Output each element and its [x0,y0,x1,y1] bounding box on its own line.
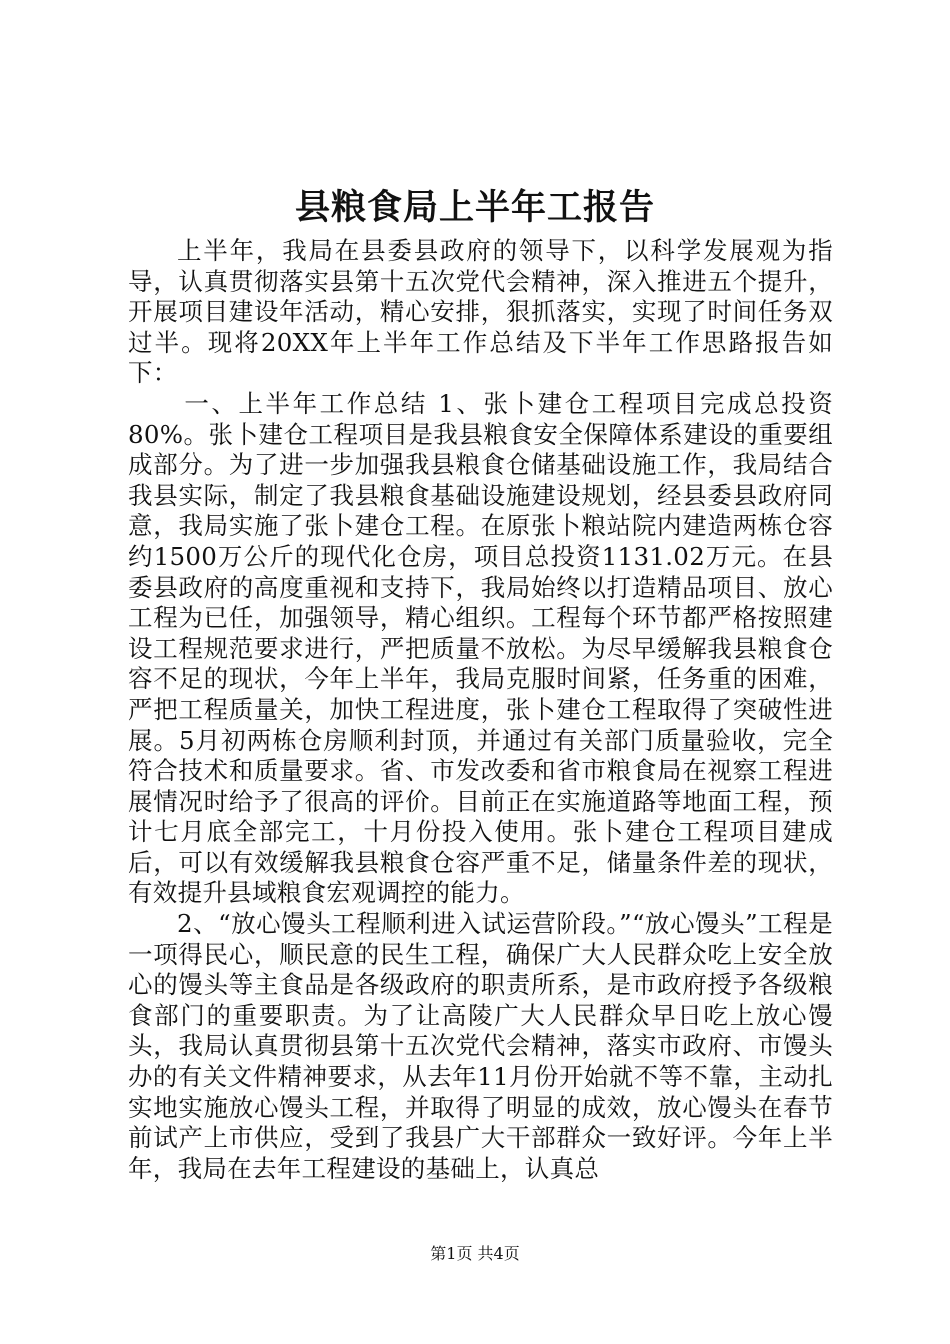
paragraph-intro: 上半年，我局在县委县政府的领导下，以科学发展观为指导，认真贯彻落实县第十五次党代会精神，深入推进五个提升，开展项目建设年活动，精心安排，狠抓落实，实现了时间任务双过半。现将20XX年上半年工作总结及下半年工作思路报告如下： [128,236,833,388]
document-title: 县粮食局上半年工报告 [294,187,655,228]
page-number: 第1页 共4页 [430,1244,520,1263]
document-body [128,236,833,1184]
paragraph-section-two: 2、“放心馒头工程顺利进入试运营阶段。”“放心馒头”工程是一项得民心，顺民意的民生工程，确保广大人民群众吃上安全放心的馒头等主食品是各级政府的职责所系，是市政府授予各级粮食部门的重要职责。为了让高陵广大人民群众早日吃上放心馒头，我局认真贯彻县第十五次党代会精神，落实市政府、市馒头办的有关文件精神要求，从去年11月份开始就不等不靠，主动扎实地实施放心馒头工程，并取得了明显的成效，放心馒头在春节前试产上市供应，受到了我县广大干部群众一致好评。今年上半年，我局在去年工程建设的基础上，认真总 [128,909,833,1183]
paragraph-section-one: 一、上半年工作总结 1、张卜建仓工程项目完成总投资80%。张卜建仓工程项目是我县粮食安全保障体系建设的重要组成部分。为了进一步加强我县粮食仓储基础设施工作，我局结合我县实际，制定了我县粮食基础设施建设规划，经县委县政府同意，我局实施了张卜建仓工程。在原张卜粮站院内建造两栋仓容约1500万公斤的现代化仓房，项目总投资1131.02万元。在县委县政府的高度重视和支持下，我局始终以打造精品项目、放心工程为已任，加强领导，精心组织。工程每个环节都严格按照建设工程规范要求进行，严把质量不放松。为尽早缓解我县粮食仓容不足的现状，今年上半年，我局克服时间紧，任务重的困难，严把工程质量关，加快工程进度，张卜建仓工程取得了突破性进展。5月初两栋仓房顺利封顶，并通过有关部门质量验收，完全符合技术和质量要求。省、市发改委和省市粮食局在视察工程进展情况时给予了很高的评价。目前正在实施道路等地面工程，预计七月底全部完工，十月份投入使用。张卜建仓工程项目建成后，可以有效缓解我县粮食仓容严重不足，储量条件差的现状，有效提升县域粮食宏观调控的能力。 [128,388,834,908]
